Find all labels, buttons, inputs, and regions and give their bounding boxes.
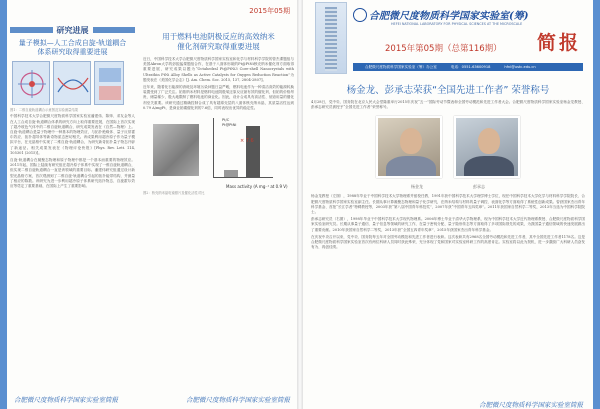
footer-left: 合肥微尺度物质科学国家实验室简报 bbox=[14, 396, 118, 404]
right-edge-bar bbox=[593, 0, 600, 409]
article-body bbox=[305, 100, 591, 250]
chart-ylabel: Mass activity (A mg⁻¹ at 0.9 V) bbox=[226, 184, 288, 190]
brief-title: 简报 bbox=[536, 32, 581, 54]
left-page bbox=[10, 4, 294, 404]
article2-figure bbox=[143, 116, 294, 190]
institution-name-cn: 合肥微尺度物质科学国家实验室(筹) bbox=[369, 11, 529, 22]
portrait-row bbox=[311, 116, 585, 178]
caption-yang: 杨金龙 bbox=[411, 184, 423, 190]
measurement-icon bbox=[94, 61, 124, 105]
portrait-yang bbox=[376, 116, 442, 178]
article1-figure bbox=[12, 61, 135, 105]
band-structure-icon bbox=[53, 61, 91, 105]
portrait-peng bbox=[454, 116, 520, 178]
chart-annotation: × 7.6 bbox=[240, 138, 254, 145]
column-b bbox=[143, 16, 294, 197]
footer-left-right: 合肥微尺度物质科学国家实验室简报 bbox=[186, 396, 290, 404]
article1-body2: 自旋-轨道耦合在凝聚态物理和原子物理中都是一个基本而重要的物理效应。2011年起，国际上陆续有研究组在超冷原子体系中实现了一维自旋轨道耦合，但实现二维自旋轨道耦合一直是该领域的重要目标。潘建伟研究组通过设计新型光晶格方案，首次观测到了二维自旋-轨道耦合引起的拓扑能带结构，并测量了相应的陈数。该研究为进一步利用超冷原子体系研究拓扑物态、自旋霍尔效应等奠定了重要基础，在国际上产生了重要影响。 bbox=[10, 158, 135, 189]
closing-paragraph: 在庆祝中央召开以来，党中央、国务院每五年对全国劳动模范和先进工作者进行表彰。这次表彰共有2968名全国劳动模范和先进工作者，其中全国先进工作者1178名。这是合肥微尺度物质科学国家实验室首次有两位科研人员同时获此殊荣，充分体现了党和国家对实验室科研工作的高度肯定。实验室将以此为契机，进一步激励广大科研人员奋发有为、再创佳绩。 bbox=[311, 234, 585, 250]
masthead bbox=[305, 0, 591, 75]
legend-entry-1: Pt/C bbox=[222, 118, 230, 123]
email: hfnl@ustc.edu.cn bbox=[504, 65, 536, 69]
issue-label: 2015年05期 bbox=[249, 7, 290, 15]
nanocrystal-image bbox=[153, 124, 199, 176]
article1-title: 量子模拟—人工合成自旋-轨道耦合 体系研究取得重要进展 bbox=[18, 39, 127, 56]
chart-legend bbox=[222, 118, 236, 128]
right-page bbox=[305, 0, 591, 409]
article2-body: 近日，中国科学技术大学合肥微尺度物质科学国家实验室和化学与材料科学学院的曾杰课题组与美国Akron大学的彭振猛课题组合作，在基于八面体形貌的Pt@PtNi核壳纳米催化剂方面取得重要进展，研究成果以题为“Octahedral Pt@PtNi3 Core-shell Nanocrystals with Ultrathin PtNi Alloy Shells as Active Catalysts for Oxygen Reduction Reaction”为题发表在《美国化学会志》[J. Am. Chem. Soc. 2015, 137, 2804-2807]。 bbox=[143, 57, 294, 82]
caption-peng: 彭承志 bbox=[473, 184, 485, 190]
phone: 电话：0551-63600918 bbox=[450, 65, 491, 69]
lead-paragraph: 4月28日，党中央、国务院在北京人民大会堂隆重举行2015年庆祝“五一”国际劳动节暨表彰全国劳动模范和先进工作者大会。合肥微尺度物质科学国家实验室杨金龙教授、彭承志研究员被授予“全国先进工作者”荣誉称号。 bbox=[311, 100, 585, 110]
article2-caption: 图2：核壳纳米晶电镜照片及催化活性对比 bbox=[143, 191, 205, 196]
mass-activity-chart bbox=[213, 118, 288, 190]
bar-ptc bbox=[224, 170, 238, 177]
section-title: 研究进展 bbox=[56, 25, 89, 35]
bio-yang: 杨金龙教授（左图），1988年毕业于中国科学技术大学物理系并留校任教，1991年获中国科学技术大学理学博士学位，现任中国科学技术大学化学与材料科学学院院长、合肥微尺度物质科学国家实验室副主任。长期从事计算凝聚态物理和量子化学研究，在纳米结构与材料的量子调控、表面化学等方面取得了系统性创新成果。曾获国家杰出青年科学基金、首批“长江学者”特聘教授等，2003年获“第八届中国青年科技奖”，2007年获“中国青年五四奖章”。2011年获国家自然科学二等奖，2013年当选为中国科学院院士。 bbox=[311, 194, 586, 215]
column-a bbox=[10, 16, 135, 189]
lattice-diagram-icon bbox=[12, 61, 50, 105]
issue-title: 2015年第05期（总第116期） bbox=[385, 44, 502, 54]
host-office: 合肥微尺度物质科学国家实验室（筹）办公室 bbox=[365, 65, 437, 69]
info-bar bbox=[353, 63, 583, 71]
article1-caption: 图1：二维自旋轨道耦合示意图及实验测量结果 bbox=[10, 108, 79, 112]
section-header bbox=[10, 24, 135, 36]
bar-ptptni bbox=[246, 126, 260, 177]
legend-entry-2: Pt@PtNi bbox=[222, 123, 237, 128]
headline: 杨金龙、彭承志荣获“全国先进工作者” 荣誉称号 bbox=[346, 85, 550, 96]
bio-peng: 彭承志研究员（右图），1998年毕业于中国科学技术大学现代物理系。2006年博士毕业于清华大学物理系，现为中国科学技术大学近代物理系教授、合肥微尺度物质科学国家实验室研究员。长期从事量子通信、量子信息等领域的研究工作，在量子密钥分配、量子隐形传态等方面取得了多项国际领先的成果，为我国量子通信领域的快速发展做出了重要贡献。2010年获国家自然科学二等奖，2013年获“全国五四青年奖章”、2015年获国家杰出青年科学基金。 bbox=[311, 217, 585, 232]
institution-logo-icon bbox=[353, 8, 367, 22]
article2-title: 用于燃料电池阴极反应的高效纳米 催化剂研究取得重要进展 bbox=[162, 32, 275, 51]
portrait-captions bbox=[311, 184, 585, 190]
article1-body: 中国科学技术大学合肥微尺度物质科学国家实验室潘建伟、陈帅、邓友金等人在人工合成自旋-轨道耦合体系的研究方向上取得重要进展，在国际上首次实现了超冷玻色气体中的二维自旋轨道耦合，研究成果发表在《自然—物理》上。自旋-轨道耦合是量子物理中一种基本的物理效应，与拓扑绝缘体、量子反常霍尔效应、拓扑超导体等新奇物质态密切相关。该成果利用超冷原子作为量子模拟平台，在光晶格中实现了二维自旋-轨道耦合，为研究新奇拓扑量子物态开辟了新途径。相关成果发表在《物理评论快报》[Phys. Rev. Lett. 114, 105301 (2015)]。 bbox=[10, 114, 135, 155]
footer-right: 合肥微尺度物质科学国家实验室简报 bbox=[479, 401, 583, 409]
building-photo bbox=[315, 2, 347, 74]
spread-fold bbox=[297, 0, 303, 409]
institution-name-en: HEFEI NATIONAL LABORATORY FOR PHYSICAL SCIENCES AT THE MICROSCALE bbox=[391, 22, 523, 26]
left-edge-bar bbox=[0, 0, 7, 409]
article2-body2: 近年来，随着化石能源的消耗及环境污染问题日益严峻，燃料电池作为一种清洁高效的能源转换装置受到了广泛关注。铂基纳米材料是燃料电池阴极氧还原反应最有效的催化剂，但铂的价格昂贵、储量稀少，极大地限制了燃料电池的商业化。因此，设计合成具有高活性、低铂用量的催化剂至关重要。该研究通过精确控制合成了具有超薄壳层的八面体核壳纳米晶，其质量活性达到0.79 A/mgPt，是商业铂碳催化剂的7.6倍，同时表现出优异的稳定性。 bbox=[143, 85, 294, 110]
